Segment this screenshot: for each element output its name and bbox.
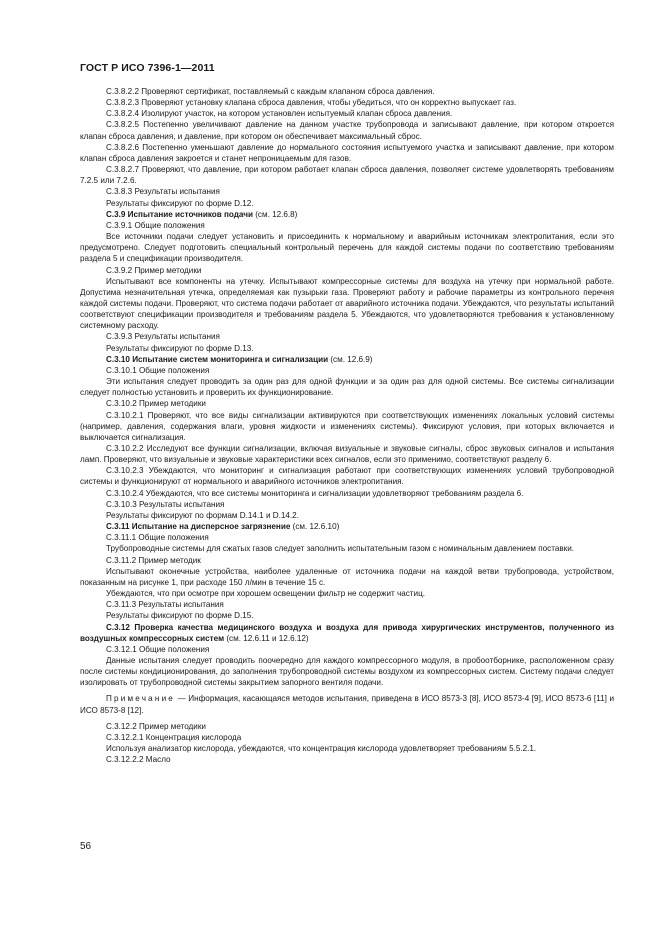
paragraph-c3121-body: Данные испытания следует проводить поочередно для каждого компрессорного модуля, в пробоотборнике, расположенном сразу после системы кондиционирования, до заполнения трубопроводной системы воздухом из компрессорных систем. Систему подачи следует изолировать от трубопроводной системы закрытием запорного вентиля подачи. bbox=[80, 655, 614, 688]
paragraph-c393-heading: С.3.9.3 Результаты испытания bbox=[106, 332, 220, 342]
paragraph-c3824: С.3.8.2.4 Изолируют участок, на котором установлен испытуемый клапан сброса давления. bbox=[106, 109, 453, 119]
paragraph-c3101-heading: С.3.10.1 Общие положения bbox=[106, 365, 210, 375]
paragraph-c3112-heading: С.3.11.2 Пример методик bbox=[106, 555, 201, 565]
paragraph-results-d12: Результаты фиксируют по форме D.12. bbox=[106, 198, 254, 208]
section-heading-c39 bbox=[80, 209, 614, 220]
paragraph-c3826: С.3.8.2.6 Постепенно уменьшают давление до нормального состояния испытуемого участка и записывают давление, при котором клапан сброса давления закроется и станет непроницаемым для газов. bbox=[80, 142, 614, 163]
section-heading-c311 bbox=[80, 521, 614, 532]
paragraph-c3822: С.3.8.2.2 Проверяют сертификат, поставляемый с каждым клапаном сброса давления. bbox=[106, 87, 435, 96]
paragraph-c31023: С.3.10.2.3 Убеждаются, что мониторинг и сигнализация работают при соответствующих изменениях условий трубопроводной системы и функционируют от нормального и аварийного источников электропитания. bbox=[80, 466, 614, 487]
paragraph-c31021: С.3.10.2.1 Проверяют, что все виды сигнализации активируются при соответствующих изменениях локальных условий системы (например, давления, содержания влаги, уровня жидкости и изменениях системы). Фиксируют условия, при которых включается и выключается сигнализация. bbox=[80, 410, 614, 442]
paragraph-c31022: С.3.10.2.2 Исследуют все функции сигнализации, включая визуальные и звуковые сигналы, сброс звуковых сигналов и испытания ламп. Проверяют, что визуальные и звуковые характеристики всех сигналов, если это применимо, соответствуют разделу 6. bbox=[80, 444, 614, 465]
document-header: ГОСТ Р ИСО 7396-1—2011 bbox=[80, 62, 215, 74]
paragraph-c3827: С.3.8.2.7 Проверяют, что давление, при котором работает клапан сброса давления, позволяет системе удовлетворять требованиям 7.2.5 или 7.2.6. bbox=[80, 165, 614, 186]
paragraph-c392-body: Испытывают все компоненты на утечку. Испытывают компрессорные системы для воздуха на утечку при нормальной работе. Допустима незначительная утечка, определяемая как пузырьки газа. Проверяют работу и рабочие параметры из контрольного перечня каждой системы подачи. Проверяют, что система подачи работает от аварийного источника подачи. Убеждаются, что результаты испытаний соответствуют спецификации производителя и требованиям раздела 5. Убеждаются, что удовлетворяются требования к установленному системному расходу. bbox=[80, 276, 614, 331]
paragraph-c31221-heading: С.3.12.2.1 Концентрация кислорода bbox=[106, 732, 242, 742]
paragraph-c3113-heading: С.3.11.3 Результаты испытания bbox=[106, 600, 224, 610]
page-number: 56 bbox=[80, 841, 92, 852]
paragraph-results-d14: Результаты фиксируют по формам D.14.1 и D.14.2. bbox=[106, 510, 299, 520]
note-text: — Информация, касающаяся методов испытания, приведена в ИСО 8573-3 [8], ИСО 8573-4 [9], ИСО 8573-6 [11] и ИСО 8573-8 [12]. bbox=[80, 694, 614, 715]
paragraph-c3111-body: Трубопроводные системы для сжатых газов следует заполнить испытательным газом с номинальным давлением поставки. bbox=[106, 544, 575, 554]
paragraph-c3112-body: Испытывают оконечные устройства, наиболее удаленные от источника подачи на каждой ветви трубопровода, устройством, показанным на рисунке 1, при расходе 150 л/мин в течение 15 с. bbox=[80, 566, 614, 587]
section-heading-c312-bold: С.3.12 Проверка качества медицинского воздуха и воздуха для привода хирургических инструментов, полученного из воздушных компрессорных систем bbox=[80, 622, 614, 643]
paragraph-c391-heading: С.3.9.1 Общие положения bbox=[106, 220, 205, 230]
paragraph-c3111-heading: С.3.11.1 Общие положения bbox=[106, 533, 209, 543]
section-heading-c39-ref: (см. 12.6.8) bbox=[252, 209, 298, 219]
section-heading-c311-ref: (см. 12.6.10) bbox=[290, 522, 340, 532]
note-label: Примечание bbox=[106, 694, 176, 704]
section-heading-c312 bbox=[80, 622, 614, 644]
paragraph-c383-heading: С.3.8.3 Результаты испытания bbox=[106, 187, 220, 197]
paragraph-c391-body: Все источники подачи следует установить и присоединить к нормальному и аварийным источникам электропитания, если это предусмотрено. Следует подготовить специальный контрольный перечень для каждой системы подачи по соответствию требованиям раздела 5 и спецификации производителя. bbox=[80, 232, 614, 264]
section-heading-c39-bold: С.3.9 Испытание источников подачи bbox=[106, 209, 253, 219]
section-heading-c312-ref: (см. 12.6.11 и 12.6.12) bbox=[224, 633, 309, 643]
section-heading-c310-bold: С.3.10 Испытание систем мониторинга и сигнализации bbox=[106, 354, 329, 364]
paragraph-c3103-heading: С.3.10.3 Результаты испытания bbox=[106, 499, 225, 509]
paragraph-c31222-heading: С.3.12.2.2 Масло bbox=[106, 755, 171, 765]
section-heading-c310-ref: (см. 12.6.9) bbox=[328, 354, 373, 364]
paragraph-results-d13: Результаты фиксируют по форме D.13. bbox=[106, 343, 254, 353]
paragraph-c3823: С.3.8.2.3 Проверяют установку клапана сброса давления, чтобы убедиться, что он корректно выпускает газ. bbox=[106, 98, 517, 108]
paragraph-c31024: С.3.10.2.4 Убеждаются, что все системы мониторинга и сигнализации удовлетворяют требованиям раздела 6. bbox=[106, 488, 524, 498]
paragraph-c3122-heading: С.3.12.2 Пример методики bbox=[106, 721, 206, 731]
paragraph-results-d15: Результаты фиксируют по форме D.15. bbox=[106, 611, 254, 621]
paragraph-c392-heading: С.3.9.2 Пример методики bbox=[106, 265, 202, 275]
note-paragraph bbox=[80, 693, 614, 715]
paragraph-c3121-heading: С.3.12.1 Общие положения bbox=[106, 644, 210, 654]
paragraph-c3112-check: Убеждаются, что при осмотре при хорошем освещении фильтр не содержит частиц. bbox=[106, 589, 425, 599]
section-heading-c311-bold: С.3.11 Испытание на дисперсное загрязнение bbox=[106, 522, 291, 532]
paragraph-c31221-body: Используя анализатор кислорода, убеждаются, что концентрация кислорода удовлетворяет требованиям 5.5.2.1. bbox=[106, 744, 537, 754]
document-body bbox=[80, 86, 614, 765]
paragraph-c3825: С.3.8.2.5 Постепенно увеличивают давление на данном участке трубопровода и записывают давление, при котором откроется клапан сброса давления, и давление, при котором он обеспечивает максимальный сброс. bbox=[80, 120, 614, 141]
paragraph-c3101-body: Эти испытания следует проводить за один раз для одной функции и за один раз для одной системы. Все системы сигнализации следует полностью установить и проверить их функционирование. bbox=[80, 377, 614, 398]
paragraph-c3102-heading: С.3.10.2 Пример методики bbox=[106, 399, 206, 409]
section-heading-c310 bbox=[80, 354, 614, 365]
